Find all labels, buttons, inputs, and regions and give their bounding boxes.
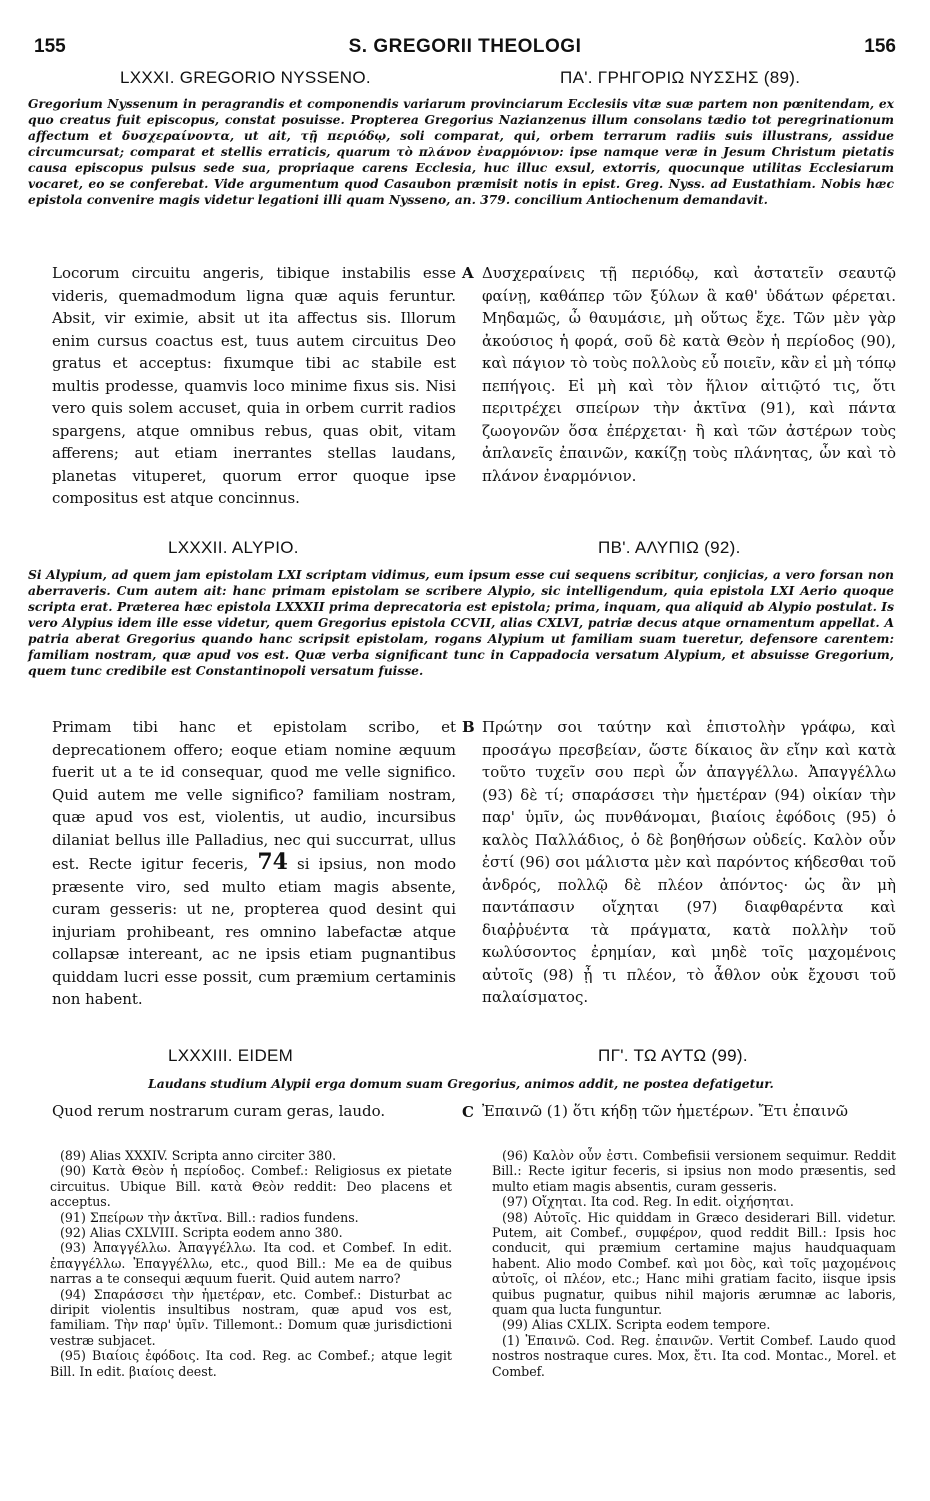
footnote: (92) Alias CXLVIII. Scripta eodem anno 380. (60, 1225, 343, 1241)
letter-81-heading-greek: ΠΑ'. ΓΡΗΓΟΡΙΩ ΝΥΣΣΗΣ (89). (560, 68, 801, 87)
letter-83-latin-text: Quod rerum nostrarum curam geras, laudo. (52, 1102, 386, 1120)
letter-82-heading-latin: LXXXII. ALYPIO. (168, 538, 299, 557)
letter-82-heading-greek: ΠΒ'. ΑΛΥΠΙΩ (92). (598, 538, 741, 557)
letter-82-latin-after: si ipsius, non modo præsente viro, sed multo etiam magis absente, curam gesseris: ut ne, propterea quod desint qui injuriam prohibeant, res omnino labefactæ atque collapsæ intereant, ac ne ipsis etiam pugnantibus quiddam lucri esse possit, cum præmium certaminis non habent. (52, 855, 456, 1008)
footnote: (93) Ἀπαγγέλλω. Ἀπαγγέλλω. Ita cod. et Combef. In edit. ἐπαγγέλλω. Ἐπαγγέλλω, etc., quod Bill.: Me ea de quibus narras a te consequi æquum fuerit. Quid autem narro? (50, 1240, 452, 1287)
letter-81-marker: A (462, 264, 474, 282)
page-number-left: 155 (34, 36, 66, 57)
letter-83-greek-text: Ἐπαινῶ (1) ὅτι κήδῃ τῶν ἡμετέρων. Ἔτι ἐπαινῶ (482, 1102, 848, 1120)
footnote: (97) Οἴχηται. Ita cod. Reg. In edit. οἰχήσηται. (502, 1194, 794, 1210)
column-number-74: 74 (257, 849, 288, 875)
footnote: (89) Alias XXXIV. Scripta anno circiter 380. (60, 1148, 337, 1163)
letter-82-marker: B (462, 718, 475, 736)
letter-83-heading-greek: ΠΓ'. ΤΩ ΑΥΤΩ (99). (598, 1046, 748, 1065)
footnote: (96) Καλὸν οὖν ἐστι. Combefisii versionem sequimur. Reddit Bill.: Recte igitur feceris, si ipsius non modo præsentis, sed multo etiam magis absentis, curam gesseris. (492, 1148, 896, 1194)
footnote: (91) Σπείρων τὴν ἀκτῖνα. Bill.: radios fundens. (60, 1209, 359, 1225)
letter-83-marker: C (462, 1103, 474, 1121)
footnote: (95) Βιαίοις ἐφόδοις. Ita cod. Reg. ac Combef.; atque legit Bill. In edit. βιαίοις deest. (50, 1348, 452, 1379)
letter-83-heading-latin: LXXXIII. EIDEM (168, 1046, 294, 1065)
letter-82-latin-before: Primam tibi hanc et epistolam scribo, et deprecationem offero; eoque etiam nomine æquum fuerit ut a te id consequar, quod me velle significo. Quid autem me velle significo? familiam nostram, quæ apud vos est, violentis, ut audio, incursibus dilaniat bellus ille Palladius, nec qui succurrat, ullus est. Recte igitur feceris, (52, 718, 456, 873)
running-head (34, 36, 896, 58)
page-number-right: 156 (864, 36, 896, 57)
letter-81-heading-latin: LXXXI. GREGORIO NYSSENO. (120, 68, 371, 87)
footnotes-right (492, 1148, 896, 1379)
letter-82-argument: Si Alypium, ad quem jam epistolam LXI scriptam vidimus, eum ipsum esse cui sequens scribitur, conjicias, a vero forsan non aberraveris. Cum autem ait: hanc primam epistolam se scribere Alypio, sic intelligendum, quia epistola LXI Aerio quoque scripta erat. Præterea hæc epistola LXXXII prima deprecatoria est epistola; prima, inquam, qua aliquid ab Alypio postulat. Is vero Alypius idem ille esse videtur, quem Gregorius epistola CCVII, alias CXLVI, patriæ decus atque ornamentum appellat. A patria aberat Gregorius quando hanc scripsit epistolam, rogans Alypium ut familiam suam tueretur, defensore carentem: familiam nostram, quæ apud vos est. Quæ verba significant tunc in Cappadocia versatum Alypium, et absuisse Gregorium, quem tunc credibile est Constantinopoli versatum fuisse. (28, 567, 894, 678)
letter-83-argument: Laudans studium Alypii erga domum suam Gregorius, animos addit, ne postea defatigetur. (148, 1076, 774, 1091)
letter-82-latin-text (52, 716, 456, 1011)
letter-81-argument: Gregorium Nyssenum in peragrandis et componendis variarum provinciarum Ecclesiis vitæ suæ partem non pœnitendam, ex quo creatus fuit episcopus, constat posuisse. Propterea Gregorius Nazianzenus illum consolans tædio tot peregrinationum affectum et δυσχεραίνοντα, ut ait, τῇ περιόδῳ, soli comparat, qui, orbem terrarum radiis suis illustrans, assidue circumcursat; comparat et stellis erraticis, quarum τὸ πλάνον ἐναρμόνιον: ipse namque veræ in Jesum Christum pietatis causa episcopus pulsus sede sua, propriaque carens Ecclesia, huc illuc exsul, extorris, quocunque utilitas Ecclesiarum vocaret, eo se conferebat. Vide argumentum quod Casaubon præmisit notis in epist. Greg. Nyss. ad Eustathiam. Nobis hæc epistola convenire magis videtur legationi illi quam Nysseno, an. 379. concilium Antiochenum demandavit. (28, 96, 894, 207)
footnote: (98) Αὐτοῖς. Hic quiddam in Græco desiderari Bill. videtur. Putem, ait Combef., συμφέρον, quod reddit Bill.: Ipsis hoc conducit, qui præmium certamine majus haudquaquam habent. Alio modo Combef. καὶ μοι δὸς, καὶ τοῖς μαχομένοις αὐτοῖς, οἱ πλέον, etc.; Hanc mihi gratiam facito, iisque ipsis quibus pugnatur, quibus nihil majoris ærumnæ ac laboris, quam qua lucta funguntur. (492, 1209, 896, 1318)
letter-82-greek-text: Πρώτην σοι ταύτην καὶ ἐπιστολὴν γράφω, καὶ προσάγω πρεσβείαν, ὥστε δίκαιος ἂν εἴην καὶ κατὰ τοῦτο τυχεῖν σου περὶ ὧν ἀπαγγέλλω. Ἀπαγγέλλω (93) δὲ τί; σπαράσσει τὴν ἡμετέραν (94) οἰκίαν τὴν παρ' ὑμῖν, ὡς πυνθάνομαι, βιαίοις ἐφόδοις (95) ὁ καλὸς Παλλάδιος, ὁ δὲ βοηθήσων οὐδείς. Καλὸν οὖν ἐστί (96) σοι μάλιστα μὲν καὶ παρόντος κήδεσθαι τοῦ ἀνδρός, πολλῷ δὲ πλέον ἀπόντος· ὡς ἂν μὴ παντάπασιν οἴχηται (97) διαφθαρέντα καὶ διαῤῥυέντα τὰ πράγματα, κατὰ πολλὴν τοῦ κωλύσοντος ἐρημίαν, καὶ μηδὲ τοῖς μαχομένοις αὐτοῖς (98) ᾖ τι πλέον, τὸ ἆθλον οὐκ ἔχουσι τοῦ παλαίσματος. (482, 718, 896, 1006)
footnote: (99) Alias CXLIX. Scripta eodem tempore. (502, 1317, 771, 1333)
footnote: (94) Σπαράσσει τὴν ἡμετέραν, etc. Combef.: Disturbat ac diripit violentis insultibus nostram, quæ apud vos est, familiam. Τὴν παρ' ὑμῖν. Tillemont.: Domum quæ jurisdictioni vestræ subjacet. (50, 1286, 452, 1348)
letter-81-greek-text: Δυσχεραίνεις τῇ περιόδῳ, καὶ ἀστατεῖν σεαυτῷ φαίνῃ, καθάπερ τῶν ξύλων ἃ καθ' ὑδάτων φέρεται. Μηδαμῶς, ὦ θαυμάσιε, μὴ οὕτως ἔχε. Τῶν μὲν γὰρ ἀκούσιος ἡ φορά, σοῦ δὲ κατὰ Θεὸν ἡ περίοδος (90), καὶ πάγιον τὸ τοὺς πολλοὺς εὖ ποιεῖν, κἂν εἰ μὴ τόπῳ πεπήγοις. Εἰ μὴ καὶ τὸν ἥλιον αἰτιῷτό τις, ὅτι περιτρέχει σπείρων τὴν ἀκτῖνα (91), καὶ πάντα ζωογονῶν ὅσα ἐπέρχεται· ἢ καὶ τῶν ἀστέρων τοὺς ἀπλανεῖς ἐπαινῶν, κακίζῃ τοὺς πλάνητας, ὧν καὶ τὸ πλάνον ἐναρμόνιον. (482, 264, 896, 485)
running-title: S. GREGORII THEOLOGI (348, 36, 582, 57)
letter-81-latin-text: Locorum circuitu angeris, tibique instabilis esse videris, quemadmodum ligna quæ aquis feruntur. Absit, vir eximie, absit ut ita affectus sis. Illorum enim cursus coactus est, tuus autem circuitus Deo gratus et acceptus: fixumque tibi ac stabile est multis prodesse, quamvis loco minime fixus sis. Nisi vero quis solem accuset, quia in orbem currit radios spargens, atque omnibus rebus, quas obit, vitam afferens; aut etiam inerrantes stellas laudans, planetas vituperet, quorum error quoque ipse compositus est atque concinnus. (52, 264, 456, 507)
footnote: (90) Κατὰ Θεὸν ἡ περίοδος. Combef.: Religiosus ex pietate circuitus. Ubique Bill. κατὰ Θεὸν reddit: Deo placens et acceptus. (50, 1163, 452, 1210)
footnote: (1) Ἐπαινῶ. Cod. Reg. ἐπαινῶν. Vertit Combef. Laudo quod nostros nostraque cures. Mox, ἔτι. Ita cod. Montac., Morel. et Combef. (492, 1332, 896, 1379)
footnotes-left (50, 1148, 452, 1379)
